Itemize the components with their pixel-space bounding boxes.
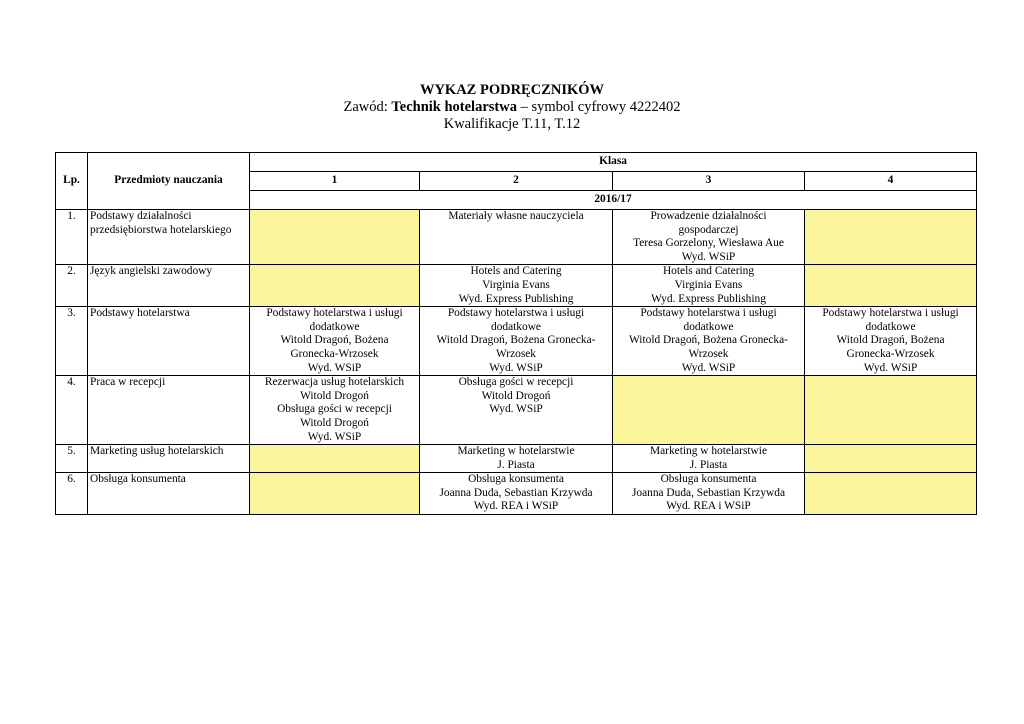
- table-row: [56, 473, 977, 515]
- empty-class-cell: [250, 445, 420, 473]
- textbook-cell: [805, 307, 977, 376]
- textbook-line: dodatkowe: [491, 320, 541, 333]
- textbook-cell: [420, 265, 613, 307]
- textbook-cell: [420, 445, 613, 473]
- textbook-line: Witold Dragoń, Bożena Gronecka-: [629, 334, 788, 347]
- textbook-line: Obsługa gości w recepcji: [277, 403, 392, 416]
- textbook-line: Obsługa konsumenta: [660, 473, 757, 486]
- textbook-line: J. Piasta: [497, 458, 535, 471]
- textbook-line: dodatkowe: [683, 320, 734, 333]
- textbook-line: Materiały własne nauczyciela: [448, 210, 584, 222]
- textbook-cell: [420, 210, 613, 265]
- empty-class-cell: [613, 376, 805, 445]
- textbook-table: [55, 152, 977, 515]
- textbook-line: Witold Drogoń: [481, 389, 551, 402]
- header-class-4: 4: [805, 172, 977, 191]
- table-row: [56, 210, 977, 265]
- textbook-line: Witold Drogoń: [300, 416, 369, 429]
- textbook-line: Podstawy hotelarstwa i usługi: [266, 307, 403, 320]
- textbook-line: Obsługa gości w recepcji: [458, 376, 574, 389]
- textbook-cell: [420, 376, 613, 445]
- textbook-line: Joanna Duda, Sebastian Krzywda: [631, 486, 786, 499]
- empty-class-cell: [805, 473, 977, 515]
- table-row: [56, 265, 977, 307]
- header-class-3: 3: [613, 172, 805, 191]
- textbook-line: Hotels and Catering: [470, 265, 562, 278]
- row-number: 3.: [56, 307, 88, 376]
- textbook-cell: [613, 445, 805, 473]
- empty-class-cell: [250, 265, 420, 307]
- textbook-line: Virginia Evans: [482, 278, 550, 291]
- textbook-line: gospodarczej: [678, 223, 739, 236]
- textbook-line: Marketing w hotelarstwie: [649, 445, 768, 458]
- table-row: [56, 376, 977, 445]
- row-number: 2.: [56, 265, 88, 307]
- profession-symbol: – symbol cyfrowy 4222402: [520, 99, 681, 115]
- textbook-line: Witold Drogoń: [300, 389, 369, 402]
- textbook-cell: [250, 307, 420, 376]
- subject-cell: Podstawy hotelarstwa: [88, 307, 250, 376]
- header-lp: Lp.: [56, 153, 88, 210]
- textbook-cell: [613, 473, 805, 515]
- textbook-line: Wyd. WSiP: [307, 361, 362, 374]
- textbook-line: Marketing w hotelarstwie: [457, 445, 575, 458]
- textbook-line: Wyd. REA i WSiP: [666, 500, 751, 513]
- textbook-line: Hotels and Catering: [662, 265, 755, 278]
- textbook-line: Podstawy hotelarstwa i usługi: [447, 307, 585, 320]
- textbook-cell: [613, 307, 805, 376]
- textbook-line: Wyd. WSiP: [681, 250, 736, 263]
- textbook-line: Rezerwacja usług hotelarskich: [264, 376, 405, 389]
- subject-cell: Język angielski zawodowy: [88, 265, 250, 307]
- table-row: [56, 445, 977, 473]
- textbook-line: Podstawy hotelarstwa i usługi: [640, 307, 777, 320]
- document-title: WYKAZ PODRĘCZNIKÓW: [419, 82, 605, 98]
- header-class-2: 2: [420, 172, 613, 191]
- textbook-line: Wyd. WSiP: [681, 361, 736, 374]
- empty-class-cell: [250, 210, 420, 265]
- textbook-line: Virginia Evans: [674, 278, 743, 291]
- textbook-cell: [613, 265, 805, 307]
- subject-cell: Obsługa konsumenta: [88, 473, 250, 515]
- textbook-line: Teresa Gorzelony, Wiesława Aue: [633, 237, 784, 250]
- textbook-line: Witold Dragoń, Bożena: [280, 334, 389, 347]
- header-subject: Przedmioty nauczania: [88, 153, 250, 210]
- header-class-1: 1: [250, 172, 420, 191]
- textbook-line: Wyd. WSiP: [489, 403, 543, 416]
- table-body: [56, 210, 977, 515]
- qualifications-line: Kwalifikacje T.11, T.12: [443, 116, 581, 132]
- row-number: 6.: [56, 473, 88, 515]
- textbook-cell: [250, 376, 420, 445]
- textbook-line: dodatkowe: [865, 320, 916, 333]
- textbook-line: Gronecka-Wrzosek: [290, 347, 379, 360]
- subject-cell: Marketing usług hotelarskich: [88, 445, 250, 473]
- empty-class-cell: [805, 445, 977, 473]
- row-number: 4.: [56, 376, 88, 445]
- profession-line: [0, 99, 1024, 116]
- empty-class-cell: [805, 210, 977, 265]
- textbook-line: Wyd. Express Publishing: [458, 292, 574, 305]
- table-row: [56, 307, 977, 376]
- textbook-line: Prowadzenie działalności: [650, 210, 767, 222]
- textbook-line: Wyd. REA i WSiP: [473, 500, 559, 513]
- row-number: 5.: [56, 445, 88, 473]
- textbook-line: Gronecka-Wrzosek: [846, 347, 935, 360]
- textbook-line: Joanna Duda, Sebastian Krzywda: [439, 486, 593, 499]
- textbook-cell: [420, 307, 613, 376]
- textbook-line: Wrzosek: [688, 347, 729, 360]
- header-klasa: Klasa: [250, 153, 977, 172]
- textbook-line: Witold Dragoń, Bożena Gronecka-: [436, 334, 596, 347]
- textbook-line: Wyd. WSiP: [863, 361, 918, 374]
- subject-cell: Praca w recepcji: [88, 376, 250, 445]
- textbook-line: Wyd. WSiP: [489, 361, 543, 374]
- empty-class-cell: [250, 473, 420, 515]
- textbook-cell: [420, 473, 613, 515]
- document-header: [0, 82, 1024, 133]
- profession-label: Zawód:: [343, 99, 388, 115]
- textbook-line: Podstawy hotelarstwa i usługi: [822, 307, 959, 320]
- textbook-line: Wrzosek: [495, 347, 537, 360]
- textbook-line: J. Piasta: [689, 458, 728, 471]
- subject-cell: Podstawy działalności przedsiębiorstwa hotelarskiego: [88, 210, 250, 265]
- header-school-year: 2016/17: [250, 191, 977, 210]
- empty-class-cell: [805, 376, 977, 445]
- textbook-line: dodatkowe: [309, 320, 360, 333]
- textbook-line: Wyd. WSiP: [307, 430, 362, 443]
- textbook-line: Wyd. Express Publishing: [651, 292, 766, 305]
- textbook-line: Obsługa konsumenta: [468, 473, 564, 486]
- textbook-line: Witold Dragoń, Bożena: [836, 334, 945, 347]
- textbook-cell: [613, 210, 805, 265]
- profession-name: Technik hotelarstwa: [391, 99, 517, 115]
- empty-class-cell: [805, 265, 977, 307]
- row-number: 1.: [56, 210, 88, 265]
